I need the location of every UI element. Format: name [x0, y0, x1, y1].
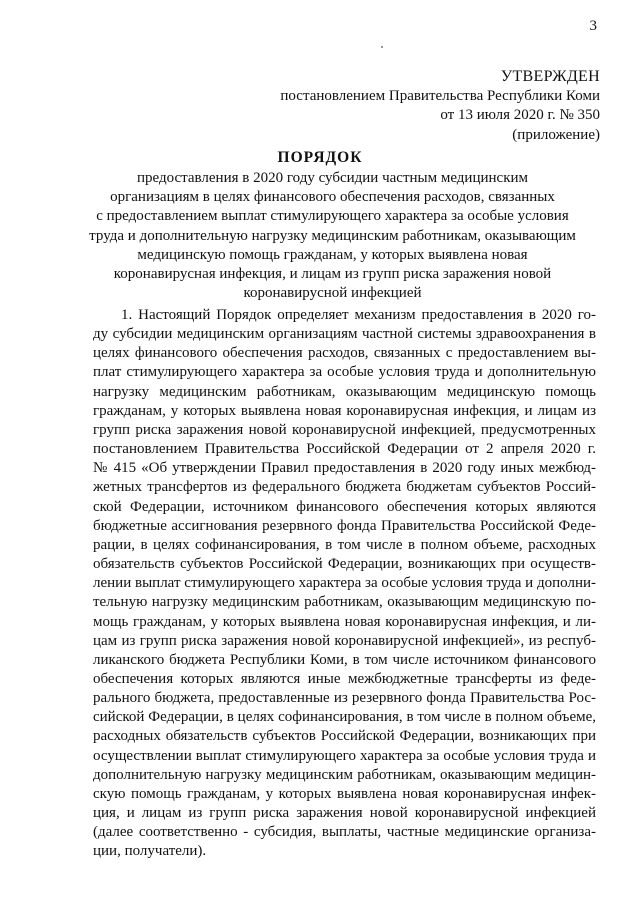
text-line: дополнительную нагрузку медицинским работникам, оказывающим медицин- — [93, 766, 596, 783]
document-title: ПОРЯДОК — [277, 149, 363, 166]
text-line: (далее соответственно - субсидия, выплаты, частные медицинские организа- — [93, 824, 596, 841]
text-line: расходных обязательств субъектов Российской Федерации, возникающих при — [93, 728, 596, 745]
subtitle-line: с предоставлением выплат стимулирующего характера за особые условия — [96, 208, 569, 225]
text-line: осуществлении выплат стимулирующего характера за особые условия труда и — [93, 747, 596, 764]
subtitle-line: коронавирусная инфекция, и лицам из групп риска заражения новой — [113, 266, 552, 283]
paragraph-1 — [93, 306, 596, 862]
text-line: ция, и лицам из групп риска заражения новой коронавирусной инфекцией — [93, 805, 596, 822]
text-line: цам из групп риска заражения новой коронавирусной инфекцией», из респуб- — [93, 632, 596, 649]
text-line: постановлением Правительства Российской Федерации от 2 апреля 2020 г. — [93, 441, 596, 458]
approval-line: (приложение) — [512, 126, 600, 143]
text-line: нагрузку медицинским работникам, оказывающим медицинскую помощь — [93, 383, 596, 400]
text-line: плат стимулирующего характера за особые условия труда и дополнительную — [93, 364, 596, 381]
subtitle-line: предоставления в 2020 году субсидии частным медицинским — [136, 170, 529, 186]
subtitle-line: коронавирусной инфекцией — [243, 285, 422, 302]
text-line: обеспечения которых являются иные межбюджетные трансферты из феде- — [93, 670, 596, 687]
text-line: целях финансового обеспечения расходов, связанных с предоставлением вы- — [93, 345, 596, 362]
text-line: рации, в целях софинансирования, в том числе в полном объеме, расходных — [93, 536, 596, 553]
document-subtitle — [80, 169, 585, 303]
approval-block — [280, 67, 600, 145]
text-line: № 415 «Об утверждении Правил предоставления в 2020 году иных межбюд- — [93, 460, 596, 477]
text-line: бюджетные ассигнования резервного фонда Правительства Российской Феде- — [93, 517, 596, 534]
text-line: ции, получатели). — [93, 843, 207, 860]
page-number: 3 — [589, 18, 597, 34]
approval-line: от 13 июля 2020 г. № 350 — [440, 107, 600, 123]
subtitle-line: медицинскую помощь гражданам, у которых выявлена новая — [137, 246, 528, 263]
subtitle-line: труда и дополнительную нагрузку медицинским работникам, оказывающим — [89, 227, 576, 244]
text-line: гражданам, у которых выявлена новая коронавирусная инфекция, и лицам из — [93, 402, 596, 419]
text-line: мощь гражданам, у которых выявлена новая коронавирусная инфекция, и ли- — [93, 613, 596, 630]
text-line: лении выплат стимулирующего характера за особые условия труда и дополни- — [93, 575, 596, 592]
text-line: скую помощь гражданам, у которых выявлена новая коронавирусная инфек- — [93, 785, 596, 802]
subtitle-line: организациям в целях финансового обеспечения расходов, связанных — [110, 189, 555, 206]
text-line: тельную нагрузку медицинским работникам, оказывающим медицинскую по- — [93, 594, 596, 611]
text-line: рального бюджета, предоставленные из резервного фонда Правительства Рос- — [93, 690, 596, 707]
text-line: жетных трансфертов из федерального бюджета бюджетам субъектов Россий- — [93, 479, 596, 496]
text-line: 1. Настоящий Порядок определяет механизм предоставления в 2020 го- — [121, 307, 596, 323]
text-line: ду субсидии медицинским организациям частной системы здравоохранения в — [93, 326, 596, 343]
text-line: ликанского бюджета Республики Коми, в том числе источником финансового — [93, 651, 596, 668]
text-line: обязательств субъектов Российской Федерации, возникающих при осуществ- — [93, 556, 596, 573]
text-line: ской Федерации, источником финансового обеспечения которых являются — [93, 498, 596, 515]
approval-heading: УТВЕРЖДЕН — [500, 68, 600, 85]
text-line: сийской Федерации, в целях софинансирования, в том числе в полном объеме, — [93, 709, 596, 726]
approval-line: постановлением Правительства Республики Коми — [280, 87, 600, 104]
scan-speck — [381, 46, 383, 48]
text-line: групп риска заражения новой коронавирусной инфекцией, предусмотренных — [93, 421, 596, 438]
